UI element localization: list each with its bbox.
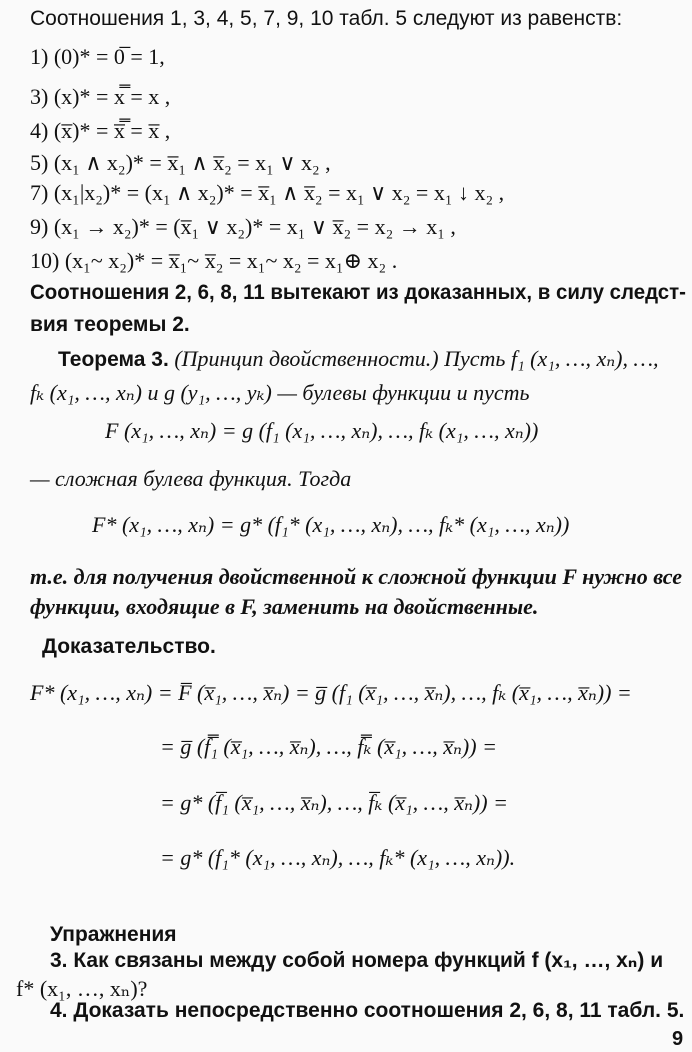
exercise-3-line-1: 3. Как связаны между собой номера функций f (x₁, …, xₙ) и: [50, 949, 664, 972]
equation-4: 4) (x̅)* = x̿̅ = x̅ ,: [30, 118, 171, 143]
proof-step-2: = g̅ (f̿₁ (x̅₁, …, x̅ₙ), …, f̿ₖ (x̅₁, …, x̅ₙ)) =: [160, 734, 497, 759]
intro-text: Соотношения 1, 3, 4, 5, 7, 9, 10 табл. 5 следуют из равенств:: [30, 7, 623, 30]
theorem-line-2: fₖ (x₁, …, xₙ) и g (y₁, …, yₖ) — булевы функции и пусть: [30, 380, 530, 405]
theorem-formula-1: F (x₁, …, xₙ) = g (f₁ (x₁, …, xₙ), …, fₖ (x₁, …, xₙ)): [105, 418, 539, 443]
equation-9: 9) (x₁ → x₂)* = (x̅₁ ∨ x₂)* = x₁ ∨ x̅₂ = x₂ → x₁ ,: [30, 214, 456, 239]
theorem-formula-2: F* (x₁, …, xₙ) = g* (f₁* (x₁, …, xₙ), …, fₖ* (x₁, …, xₙ)): [92, 512, 570, 537]
proof-step-4: = g* (f₁* (x₁, …, xₙ), …, fₖ* (x₁, …, xₙ)).: [160, 845, 516, 870]
equation-3: 3) (x)* = x̿ = x ,: [30, 84, 171, 109]
equation-5: 5) (x₁ ∧ x₂)* = x̅₁ ∧ x̅₂ = x₁ ∨ x₂ ,: [30, 150, 331, 175]
theorem-line-5: функции, входящие в F, заменить на двойственные.: [30, 594, 539, 619]
equation-10: 10) (x₁~ x₂)* = x̅₁~ x̅₂ = x₁~ x₂ = x₁⊕ x₂ .: [30, 248, 398, 273]
proof-heading: Доказательство.: [42, 635, 216, 658]
equation-7: 7) (x₁|x₂)* = (x₁ ∧ x₂)* = x̅₁ ∧ x̅₂ = x₁ ∨ x₂ = x₁ ↓ x₂ ,: [30, 180, 505, 205]
equation-1: 1) (0)* = 0̅ = 1,: [30, 44, 165, 69]
theorem-line-4: т.е. для получения двойственной к сложной функции F нужно все: [30, 564, 682, 589]
page-number: 9: [672, 1028, 684, 1050]
proof-step-3: = g* (f̅₁ (x̅₁, …, x̅ₙ), …, f̅ₖ (x̅₁, …, x̅ₙ)) =: [160, 790, 508, 815]
theorem-first-line: [58, 346, 659, 373]
consequence-line-1: Соотношения 2, 6, 8, 11 вытекают из доказанных, в силу следст-: [30, 281, 686, 304]
theorem-line-1: (Принцип двойственности.) Пусть f₁ (x₁, …, xₙ), …,: [174, 346, 659, 371]
exercise-3-line-2: f* (x₁, …, xₙ)?: [16, 976, 148, 1001]
proof-step-1: F* (x₁, …, xₙ) = F̅ (x̅₁, …, x̅ₙ) = g̅ (f₁ (x̅₁, …, x̅ₙ), …, fₖ (x̅₁, …, x̅ₙ)) =: [30, 680, 632, 705]
exercise-4: 4. Доказать непосредственно соотношения 2, 6, 8, 11 табл. 5.: [50, 999, 685, 1022]
theorem-label: Теорема 3.: [58, 348, 169, 371]
theorem-line-3: — сложная булева функция. Тогда: [30, 466, 352, 491]
consequence-line-2: вия теоремы 2.: [30, 313, 190, 336]
exercises-heading: Упражнения: [50, 923, 177, 946]
